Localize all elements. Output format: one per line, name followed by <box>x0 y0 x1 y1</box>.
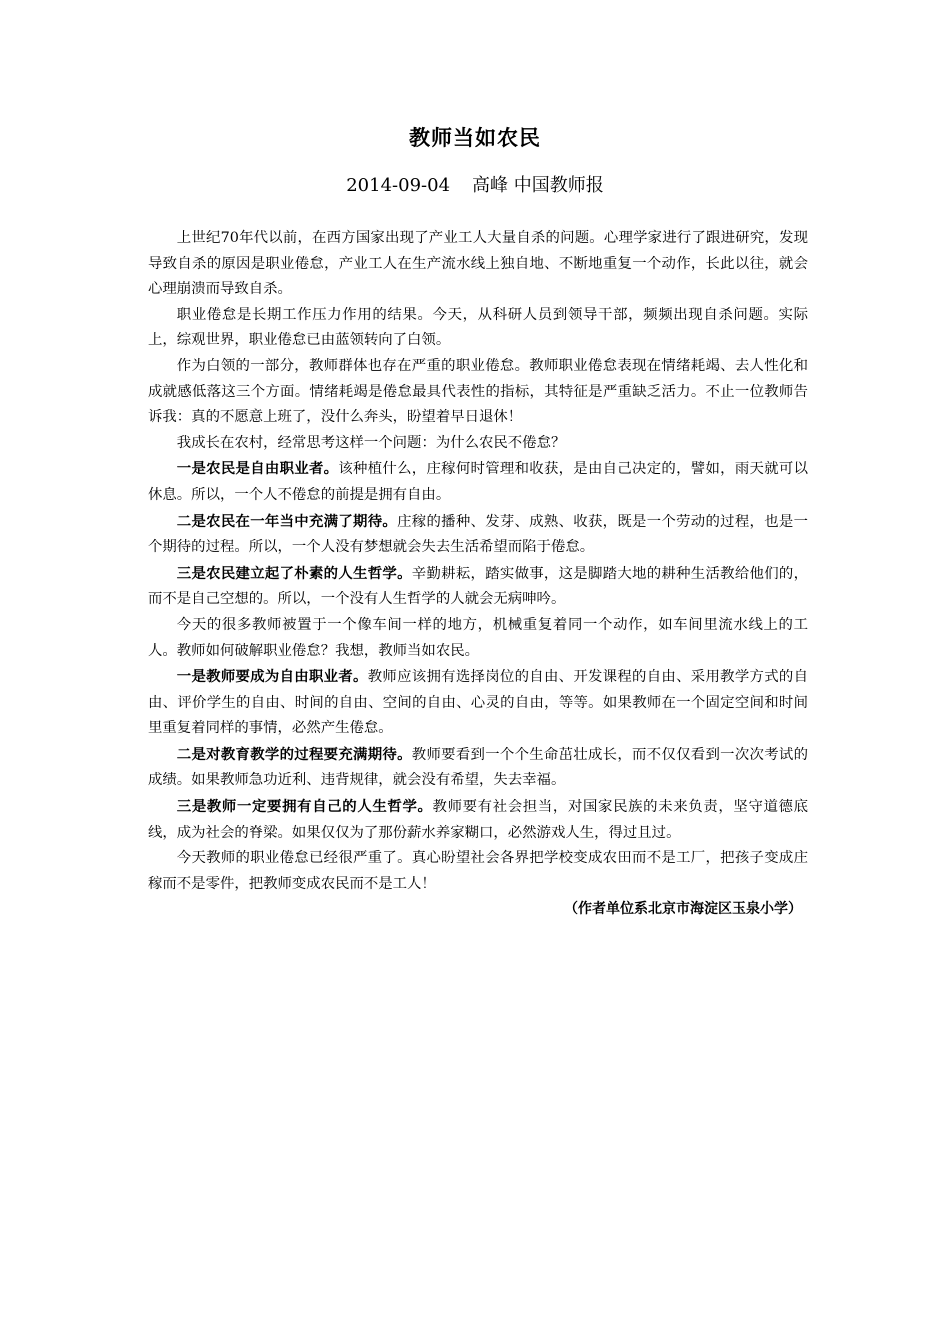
paragraph-lead: 三是教师一定要拥有自己的人生哲学。 <box>176 798 433 816</box>
paragraph-text: 作为白领的一部分，教师群体也存在严重的职业倦怠。教师职业倦怠表现在情绪耗竭、去人性化和成就感低落这三个方面。情绪耗竭是倦怠最具代表性的指标，其特征是严重缺乏活力。不止一位教师告诉我：真的不愿意上班了，没什么奔头，盼望着早日退休！ <box>148 357 808 426</box>
article-paragraph <box>148 794 808 846</box>
article-paragraph <box>148 354 808 431</box>
paragraph-text: 该种植什么，庄稼何时管理和收获，是由自己决定的，譬如，雨天就可以休息。所以，一个人不倦怠的前提是拥有自由。 <box>148 461 808 503</box>
paragraph-lead: 三是农民建立起了朴素的人生哲学。 <box>176 564 412 582</box>
article-paragraph <box>148 742 808 794</box>
paragraph-text: 教师应该拥有选择岗位的自由、开发课程的自由、采用教学方式的自由、评价学生的自由、时间的自由、空间的自由、心灵的自由，等等。如果教师在一个固定空间和时间里重复着同样的事情，必然产生倦怠。 <box>148 669 808 737</box>
article-paragraph <box>148 613 808 664</box>
publish-date: 2014-09-04 <box>346 175 451 196</box>
paragraph-text: 教师要看到一个个生命茁壮成长，而不仅仅看到一次次考试的成绩。如果教师急功近利、违背规律，就会没有希望，失去幸福。 <box>148 746 808 789</box>
author-affiliation: （作者单位系北京市海淀区玉泉小学） <box>564 901 802 917</box>
article-paragraph <box>148 431 808 457</box>
paragraph-lead: 一是教师要成为自由职业者。 <box>176 668 368 686</box>
article-title: 教师当如农民 <box>409 126 541 150</box>
paragraph-lead: 二是农民在一年当中充满了期待。 <box>176 512 398 530</box>
paragraph-text: 今天的很多教师被置于一个像车间一样的地方，机械重复着同一个动作，如车间里流水线上的工人。教师如何破解职业倦怠？我想，教师当如农民。 <box>148 616 808 659</box>
paragraph-text: 辛勤耕耘，踏实做事，这是脚踏大地的耕种生活教给他们的，而不是自己空想的。所以，一个没有人生哲学的人就会无病呻吟。 <box>148 565 808 608</box>
article-paragraph <box>148 456 808 508</box>
article-paragraph <box>148 846 808 897</box>
paragraph-text: 教师要有社会担当，对国家民族的未来负责，坚守道德底线，成为社会的脊梁。如果仅仅为了那份薪水养家糊口，必然游戏人生，得过且过。 <box>148 799 808 841</box>
article-paragraph <box>148 664 808 742</box>
paragraph-lead: 一是农民是自由职业者。 <box>176 460 339 478</box>
paragraph-text: 职业倦怠是长期工作压力作用的结果。今天，从科研人员到领导干部，频频出现自杀问题。实际上，综观世界，职业倦怠已由蓝领转向了白领。 <box>148 306 808 349</box>
article-paragraph <box>148 226 808 303</box>
article-paragraph <box>148 509 808 561</box>
article-byline <box>0 174 950 198</box>
article-paragraph <box>148 303 808 354</box>
author-source: 高峰 中国教师报 <box>472 175 604 196</box>
article-paragraph <box>148 561 808 613</box>
article-body <box>148 226 808 897</box>
paragraph-text: 我成长在农村，经常思考这样一个问题：为什么农民不倦怠？ <box>176 434 566 451</box>
paragraph-lead: 二是对教育教学的过程要充满期待。 <box>176 745 412 763</box>
paragraph-text: 庄稼的播种、发芽、成熟、收获，既是一个劳动的过程，也是一个期待的过程。所以，一个人没有梦想就会失去生活希望而陷于倦怠。 <box>148 513 808 556</box>
paragraph-text: 今天教师的职业倦怠已经很严重了。真心盼望社会各界把学校变成农田而不是工厂，把孩子变成庄稼而不是零件，把教师变成农民而不是工人！ <box>148 850 808 892</box>
paragraph-text: 上世纪70年代以前，在西方国家出现了产业工人大量自杀的问题。心理学家进行了跟进研究，发现导致自杀的原因是职业倦怠，产业工人在生产流水线上独自地、不断地重复一个动作，长此以往，就会心理崩溃而导致自杀。 <box>148 230 808 298</box>
